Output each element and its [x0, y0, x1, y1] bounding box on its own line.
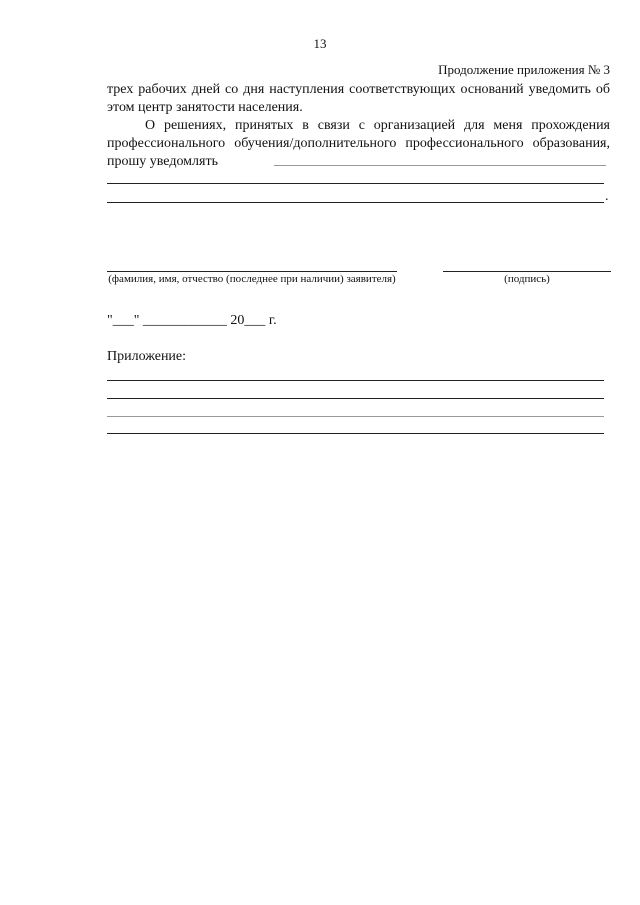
paragraph-decision-notification [107, 117, 610, 171]
applicant-name-line[interactable] [107, 271, 397, 272]
attachment-line-3[interactable] [107, 416, 604, 417]
notification-method-field-line-2[interactable] [107, 183, 604, 184]
field-end-period: . [605, 189, 609, 204]
attachment-line-2[interactable] [107, 398, 604, 399]
notification-method-field-line-3[interactable] [107, 202, 604, 203]
paragraph-decision-text: О решениях, принятых в связи с организацией для меня прохождения профессионального обучения/дополнительного профессионального образования, прошу уведомлять [107, 118, 610, 169]
notification-method-field-line-1[interactable] [274, 165, 606, 166]
date-field[interactable]: "___" ____________ 20___ г. [107, 313, 277, 328]
attachment-line-1[interactable] [107, 380, 604, 381]
signature-line[interactable] [443, 271, 611, 272]
attachment-line-4[interactable] [107, 433, 604, 434]
page-number: 13 [313, 36, 327, 51]
paragraph-notification-duty: трех рабочих дней со дня наступления соответствующих оснований уведомить об этом центр занятости населения. [107, 82, 610, 115]
attachment-label: Приложение: [107, 349, 187, 364]
applicant-name-caption: (фамилия, имя, отчество (последнее при наличии) заявителя) [108, 273, 396, 285]
signature-caption: (подпись) [504, 273, 550, 285]
appendix-continuation-note: Продолжение приложения № 3 [438, 62, 610, 77]
